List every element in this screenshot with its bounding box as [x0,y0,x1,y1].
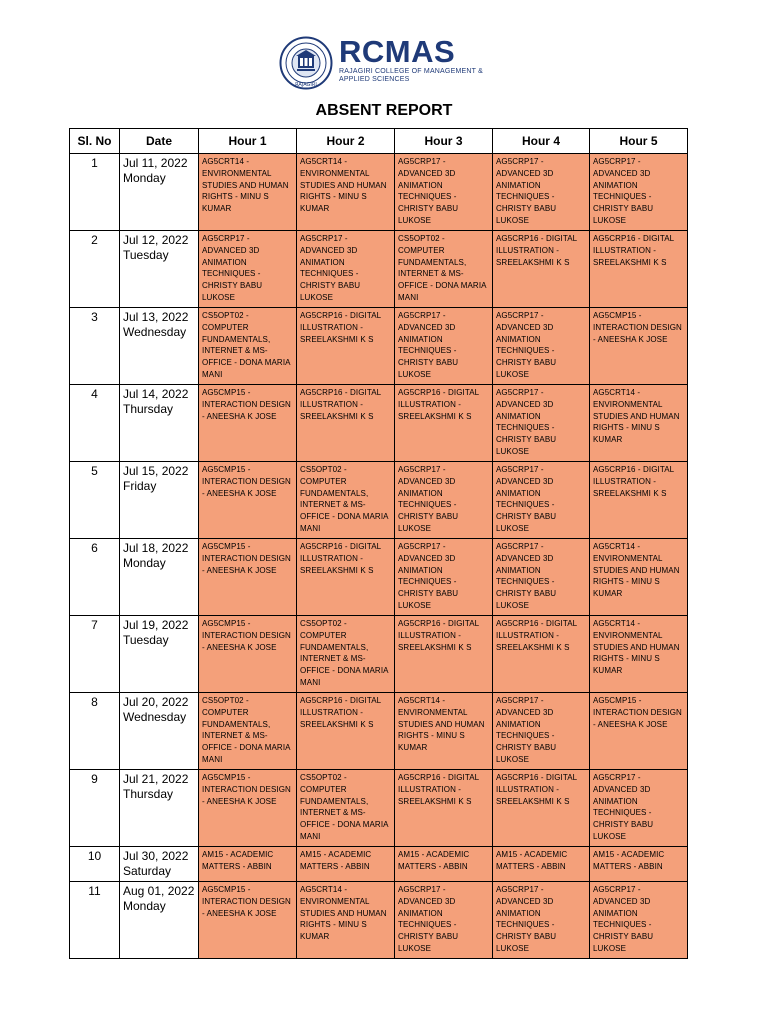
hour-3-cell: CS5OPT02 - COMPUTER FUNDAMENTALS, INTERNET & MS-OFFICE - DONA MARIA MANI [395,231,493,308]
hour-5-cell: AG5CRP16 - DIGITAL ILLUSTRATION - SREELAKSHMI K S [590,231,688,308]
column-header-slno: Sl. No [70,129,120,154]
hour-2-cell: CS5OPT02 - COMPUTER FUNDAMENTALS, INTERNET & MS-OFFICE - DONA MARIA MANI [297,770,395,847]
column-header-hour4: Hour 4 [493,129,590,154]
weekday-text: Monday [123,899,166,913]
hour-5-cell: AG5CRT14 - ENVIRONMENTAL STUDIES AND HUMAN RIGHTS - MINU S KUMAR [590,539,688,616]
hour-2-cell: AG5CRT14 - ENVIRONMENTAL STUDIES AND HUMAN RIGHTS - MINU S KUMAR [297,882,395,959]
report-title: ABSENT REPORT [315,102,453,119]
hour-4-cell: AM15 - ACADEMIC MATTERS - ABBIN [493,847,590,882]
hour-1-cell: CS5OPT02 - COMPUTER FUNDAMENTALS, INTERNET & MS-OFFICE - DONA MARIA MANI [199,308,297,385]
table-row [70,539,688,616]
hour-1-cell: AG5CRP17 - ADVANCED 3D ANIMATION TECHNIQUES - CHRISTY BABU LUKOSE [199,231,297,308]
column-header-hour3: Hour 3 [395,129,493,154]
hour-1-cell: AG5CMP15 - INTERACTION DESIGN - ANEESHA K JOSE [199,770,297,847]
hour-2-cell: AG5CRP16 - DIGITAL ILLUSTRATION - SREELAKSHMI K S [297,693,395,770]
table-row [70,616,688,693]
hour-4-cell: AG5CRP17 - ADVANCED 3D ANIMATION TECHNIQUES - CHRISTY BABU LUKOSE [493,154,590,231]
hour-3-cell: AG5CRP16 - DIGITAL ILLUSTRATION - SREELAKSHMI K S [395,385,493,462]
hour-1-cell: AG5CMP15 - INTERACTION DESIGN - ANEESHA K JOSE [199,539,297,616]
serial-number-cell: 8 [70,693,120,770]
date-cell [120,154,199,231]
hour-5-cell: AG5CMP15 - INTERACTION DESIGN - ANEESHA K JOSE [590,308,688,385]
hour-2-cell: CS5OPT02 - COMPUTER FUNDAMENTALS, INTERNET & MS-OFFICE - DONA MARIA MANI [297,462,395,539]
serial-number-cell: 11 [70,882,120,959]
date-text: Jul 19, 2022 [123,618,189,632]
hour-5-cell: AG5CRT14 - ENVIRONMENTAL STUDIES AND HUMAN RIGHTS - MINU S KUMAR [590,385,688,462]
brand-block [339,36,483,84]
hour-2-cell: AG5CRP17 - ADVANCED 3D ANIMATION TECHNIQUES - CHRISTY BABU LUKOSE [297,231,395,308]
date-cell [120,462,199,539]
hour-1-cell: AG5CMP15 - INTERACTION DESIGN - ANEESHA K JOSE [199,616,297,693]
hour-1-cell: AM15 - ACADEMIC MATTERS - ABBIN [199,847,297,882]
hour-4-cell: AG5CRP16 - DIGITAL ILLUSTRATION - SREELAKSHMI K S [493,616,590,693]
date-text: Jul 14, 2022 [123,387,189,401]
hour-5-cell: AG5CRP17 - ADVANCED 3D ANIMATION TECHNIQUES - CHRISTY BABU LUKOSE [590,882,688,959]
date-text: Jul 18, 2022 [123,541,189,555]
table-row [70,385,688,462]
hour-5-cell: AG5CRP16 - DIGITAL ILLUSTRATION - SREELAKSHMI K S [590,462,688,539]
hour-4-cell: AG5CRP17 - ADVANCED 3D ANIMATION TECHNIQUES - CHRISTY BABU LUKOSE [493,539,590,616]
hour-4-cell: AG5CRP17 - ADVANCED 3D ANIMATION TECHNIQUES - CHRISTY BABU LUKOSE [493,385,590,462]
weekday-text: Monday [123,171,166,185]
serial-number-cell: 5 [70,462,120,539]
date-text: Jul 30, 2022 [123,849,189,863]
college-seal-icon [279,36,333,90]
hour-5-cell: AM15 - ACADEMIC MATTERS - ABBIN [590,847,688,882]
brand-subtitle-line1: RAJAGIRI COLLEGE OF MANAGEMENT & [339,68,483,75]
hour-4-cell: AG5CRP17 - ADVANCED 3D ANIMATION TECHNIQUES - CHRISTY BABU LUKOSE [493,882,590,959]
hour-3-cell: AM15 - ACADEMIC MATTERS - ABBIN [395,847,493,882]
hour-4-cell: AG5CRP17 - ADVANCED 3D ANIMATION TECHNIQUES - CHRISTY BABU LUKOSE [493,462,590,539]
hour-5-cell: AG5CRT14 - ENVIRONMENTAL STUDIES AND HUMAN RIGHTS - MINU S KUMAR [590,616,688,693]
weekday-text: Saturday [123,864,172,878]
weekday-text: Thursday [123,787,174,801]
column-header-hour2: Hour 2 [297,129,395,154]
date-cell [120,847,199,882]
table-body [70,154,688,959]
serial-number-cell: 4 [70,385,120,462]
table-header-row [70,129,688,154]
hour-2-cell: CS5OPT02 - COMPUTER FUNDAMENTALS, INTERNET & MS-OFFICE - DONA MARIA MANI [297,616,395,693]
table-row [70,882,688,959]
date-text: Jul 21, 2022 [123,772,189,786]
date-cell [120,616,199,693]
hour-5-cell: AG5CMP15 - INTERACTION DESIGN - ANEESHA K JOSE [590,693,688,770]
date-cell [120,693,199,770]
hour-4-cell: AG5CRP17 - ADVANCED 3D ANIMATION TECHNIQUES - CHRISTY BABU LUKOSE [493,693,590,770]
date-text: Jul 12, 2022 [123,233,189,247]
serial-number-cell: 1 [70,154,120,231]
hour-2-cell: AM15 - ACADEMIC MATTERS - ABBIN [297,847,395,882]
date-text: Jul 15, 2022 [123,464,189,478]
serial-number-cell: 6 [70,539,120,616]
hour-1-cell: AG5CMP15 - INTERACTION DESIGN - ANEESHA K JOSE [199,462,297,539]
hour-3-cell: AG5CRP16 - DIGITAL ILLUSTRATION - SREELAKSHMI K S [395,616,493,693]
hour-4-cell: AG5CRP17 - ADVANCED 3D ANIMATION TECHNIQUES - CHRISTY BABU LUKOSE [493,308,590,385]
column-header-hour5: Hour 5 [590,129,688,154]
table-row [70,693,688,770]
date-text: Jul 11, 2022 [123,156,188,170]
date-text: Jul 13, 2022 [123,310,189,324]
weekday-text: Tuesday [123,248,169,262]
date-cell [120,308,199,385]
weekday-text: Friday [123,479,157,493]
weekday-text: Wednesday [123,710,187,724]
date-cell [120,770,199,847]
serial-number-cell: 2 [70,231,120,308]
table-row [70,231,688,308]
hour-3-cell: AG5CRP17 - ADVANCED 3D ANIMATION TECHNIQUES - CHRISTY BABU LUKOSE [395,462,493,539]
hour-3-cell: AG5CRP17 - ADVANCED 3D ANIMATION TECHNIQUES - CHRISTY BABU LUKOSE [395,539,493,616]
hour-3-cell: AG5CRT14 - ENVIRONMENTAL STUDIES AND HUMAN RIGHTS - MINU S KUMAR [395,693,493,770]
hour-1-cell: AG5CMP15 - INTERACTION DESIGN - ANEESHA K JOSE [199,882,297,959]
hour-1-cell: CS5OPT02 - COMPUTER FUNDAMENTALS, INTERNET & MS-OFFICE - DONA MARIA MANI [199,693,297,770]
weekday-text: Monday [123,556,166,570]
hour-3-cell: AG5CRP17 - ADVANCED 3D ANIMATION TECHNIQUES - CHRISTY BABU LUKOSE [395,154,493,231]
brand-name: RCMAS [339,34,456,69]
column-header-date: Date [120,129,199,154]
hour-2-cell: AG5CRP16 - DIGITAL ILLUSTRATION - SREELAKSHMI K S [297,539,395,616]
hour-3-cell: AG5CRP17 - ADVANCED 3D ANIMATION TECHNIQUES - CHRISTY BABU LUKOSE [395,308,493,385]
table-row [70,847,688,882]
date-cell [120,539,199,616]
serial-number-cell: 3 [70,308,120,385]
table-row [70,462,688,539]
weekday-text: Thursday [123,402,174,416]
serial-number-cell: 9 [70,770,120,847]
date-cell [120,385,199,462]
hour-3-cell: AG5CRP16 - DIGITAL ILLUSTRATION - SREELAKSHMI K S [395,770,493,847]
hour-2-cell: AG5CRP16 - DIGITAL ILLUSTRATION - SREELAKSHMI K S [297,385,395,462]
hour-5-cell: AG5CRP17 - ADVANCED 3D ANIMATION TECHNIQUES - CHRISTY BABU LUKOSE [590,154,688,231]
date-text: Jul 20, 2022 [123,695,189,709]
hour-2-cell: AG5CRT14 - ENVIRONMENTAL STUDIES AND HUMAN RIGHTS - MINU S KUMAR [297,154,395,231]
column-header-hour1: Hour 1 [199,129,297,154]
brand-subtitle-line2: APPLIED SCIENCES [339,76,410,83]
hour-5-cell: AG5CRP17 - ADVANCED 3D ANIMATION TECHNIQUES - CHRISTY BABU LUKOSE [590,770,688,847]
date-cell [120,882,199,959]
hour-4-cell: AG5CRP16 - DIGITAL ILLUSTRATION - SREELAKSHMI K S [493,231,590,308]
weekday-text: Wednesday [123,325,187,339]
date-text: Aug 01, 2022 [123,884,195,898]
hour-4-cell: AG5CRP16 - DIGITAL ILLUSTRATION - SREELAKSHMI K S [493,770,590,847]
hour-2-cell: AG5CRP16 - DIGITAL ILLUSTRATION - SREELAKSHMI K S [297,308,395,385]
table-row [70,154,688,231]
serial-number-cell: 7 [70,616,120,693]
weekday-text: Tuesday [123,633,169,647]
hour-1-cell: AG5CRT14 - ENVIRONMENTAL STUDIES AND HUMAN RIGHTS - MINU S KUMAR [199,154,297,231]
hour-3-cell: AG5CRP17 - ADVANCED 3D ANIMATION TECHNIQUES - CHRISTY BABU LUKOSE [395,882,493,959]
absent-report-table [69,128,688,959]
header [0,32,768,96]
svg-text:RAJAGIRI: RAJAGIRI [295,82,317,88]
serial-number-cell: 10 [70,847,120,882]
table-row [70,308,688,385]
hour-1-cell: AG5CMP15 - INTERACTION DESIGN - ANEESHA K JOSE [199,385,297,462]
table-row [70,770,688,847]
date-cell [120,231,199,308]
